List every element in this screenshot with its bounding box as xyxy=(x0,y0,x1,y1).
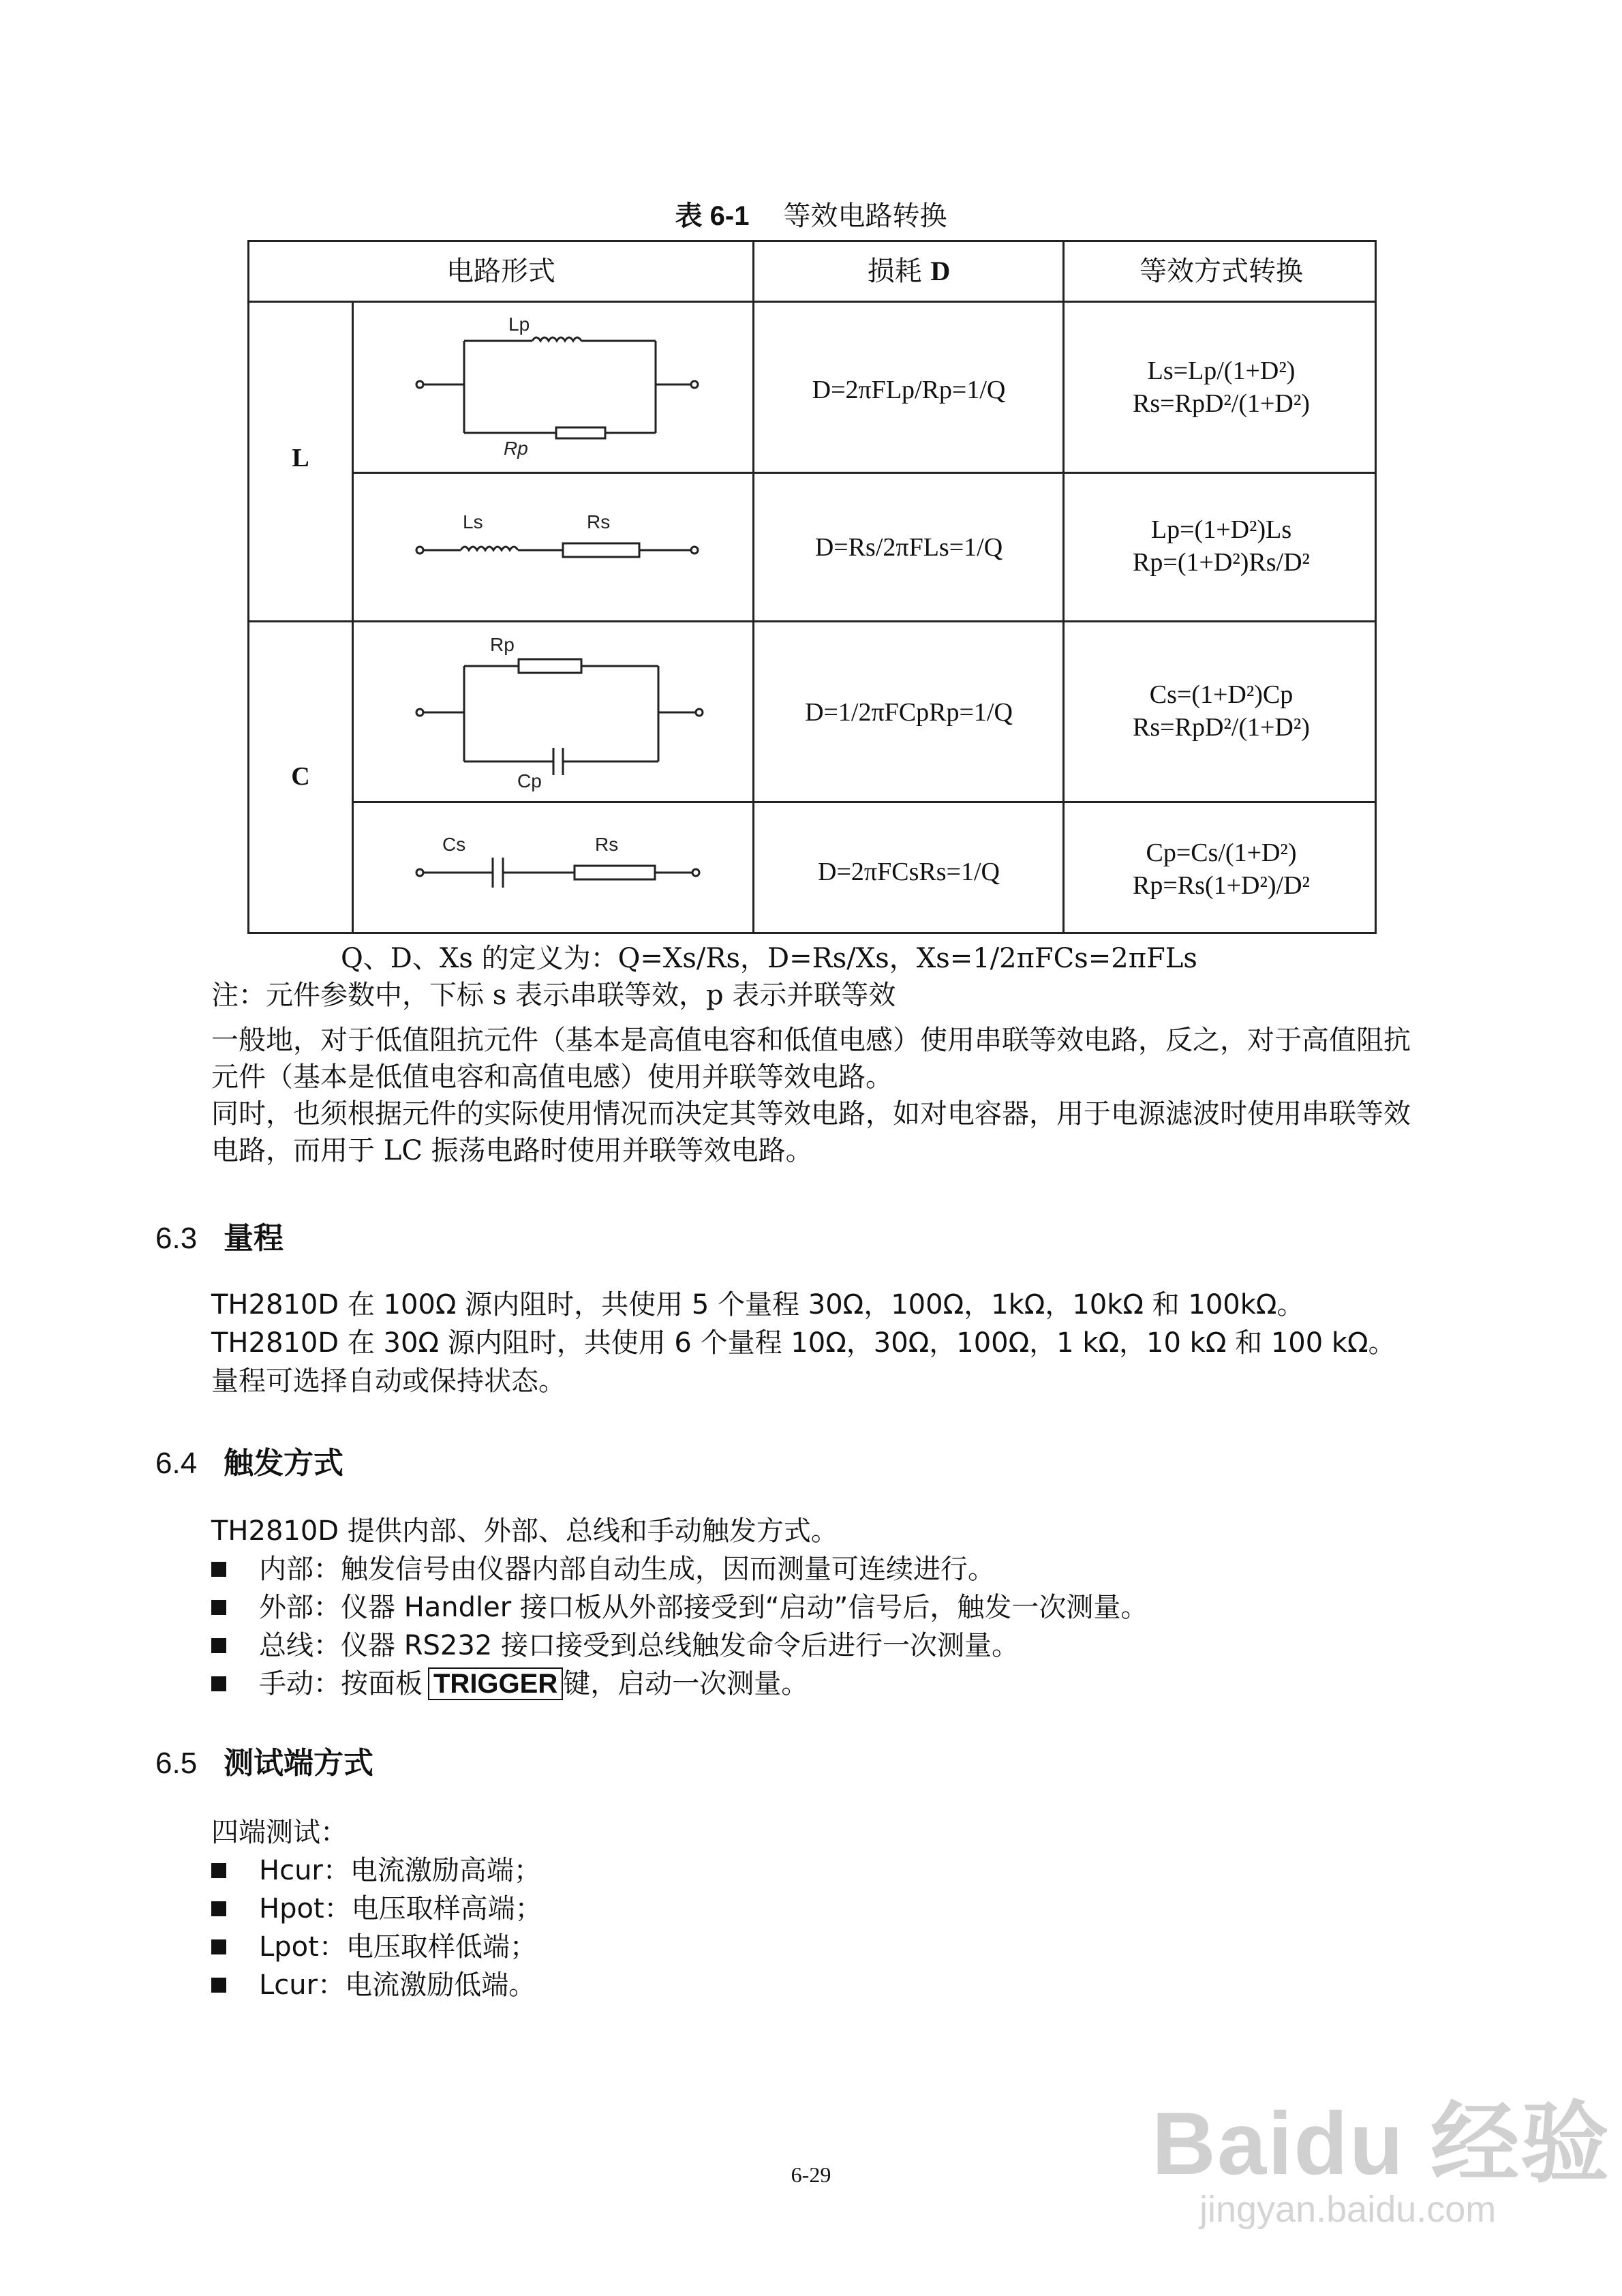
group-label-inductor: L xyxy=(292,444,309,472)
paragraph-line: 四端测试： xyxy=(211,1817,348,1848)
paragraph-line: TH2810D 在 100Ω 源内阻时，共使用 5 个量程 30Ω，100Ω，1kΩ，10kΩ 和 100kΩ。 xyxy=(211,1289,1304,1320)
bullet-square-icon xyxy=(211,1638,226,1653)
label-ls: Ls xyxy=(463,511,483,532)
conversion-formula xyxy=(1064,836,1379,902)
loss-formula: D=1/2πFCpRp=1/Q xyxy=(805,698,1013,727)
conversion-line: Lp=(1+D²)Ls xyxy=(1150,515,1292,544)
list-item-text: 内部：触发信号由仪器内部自动生成，因而测量可连续进行。 xyxy=(259,1554,995,1585)
list-item-text: Lcur：电流激励低端。 xyxy=(259,1969,536,2001)
conversion-line: Rp=(1+D²)Rs/D² xyxy=(1133,548,1310,577)
paragraph-line: 电路，而用于 LC 振荡电路时使用并联等效电路。 xyxy=(211,1135,813,1166)
section-heading xyxy=(155,1438,343,1482)
baidu-watermark-logo: Baidu 经验 xyxy=(1152,2094,1611,2193)
list-item xyxy=(211,1665,808,1703)
group-divider xyxy=(249,620,1375,622)
section-number: 6.4 xyxy=(155,1447,198,1480)
list-item-text: 键，启动一次测量。 xyxy=(563,1668,809,1700)
list-item-text: 总线：仪器 RS232 接口接受到总线触发命令后进行一次测量。 xyxy=(259,1630,1019,1661)
list-item-text: Lpot：电压取样低端； xyxy=(259,1931,537,1963)
conversion-line: Rs=RpD²/(1+D²) xyxy=(1133,389,1310,418)
section-title: 触发方式 xyxy=(224,1446,343,1481)
section-title: 量程 xyxy=(224,1221,284,1256)
list-item-text: Hcur：电流激励高端； xyxy=(259,1855,541,1886)
conversion-line: Rp=Rs(1+D²)/D² xyxy=(1133,871,1310,900)
bullet-square-icon xyxy=(211,1939,226,1954)
table-title: 等效电路转换 xyxy=(783,200,947,232)
loss-formula: D=2πFLp/Rp=1/Q xyxy=(812,376,1006,404)
circuit-parallel-rp-cp xyxy=(352,624,754,800)
loss-formula: D=Rs/2πFLs=1/Q xyxy=(814,533,1003,562)
paragraph-line: 量程可选择自动或保持状态。 xyxy=(211,1365,566,1397)
circuit-series-ls-rs xyxy=(352,474,754,619)
bullet-square-icon xyxy=(211,1676,226,1691)
paragraph-line: 元件（基本是低值电容和高值电感）使用并联等效电路。 xyxy=(211,1061,893,1093)
conversion-line: Ls=Lp/(1+D²) xyxy=(1147,357,1296,385)
bullet-square-icon xyxy=(211,1562,226,1577)
paragraph-line: TH2810D 在 30Ω 源内阻时，共使用 6 个量程 10Ω，30Ω，100Ω，1 kΩ，10 kΩ 和 100 kΩ。 xyxy=(211,1327,1396,1359)
header-loss-text: 损耗 xyxy=(867,256,922,287)
page-number: 6-29 xyxy=(791,2162,831,2187)
label-lp: Lp xyxy=(508,314,530,335)
bullet-square-icon xyxy=(211,1600,226,1615)
list-item xyxy=(211,1852,541,1890)
baidu-watermark-url: jingyan.baidu.com xyxy=(1199,2189,1497,2230)
label-rp: Rp xyxy=(504,438,528,459)
list-item xyxy=(211,1928,537,1966)
list-item-text: 外部：仪器 Handler 接口板从外部接受到“启动”信号后，触发一次测量。 xyxy=(259,1592,1148,1623)
conversion-formula xyxy=(1064,513,1379,579)
bullet-square-icon xyxy=(211,1863,226,1878)
header-circuit: 电路形式 xyxy=(446,256,555,287)
label-rp: Rp xyxy=(490,634,515,655)
label-cs: Cs xyxy=(442,834,466,855)
trigger-key-label: TRIGGER xyxy=(428,1667,563,1700)
list-item-text: Hpot：电压取样高端； xyxy=(259,1893,542,1924)
section-number: 6.3 xyxy=(155,1222,198,1255)
list-item xyxy=(211,1890,542,1928)
definitions-line: Q、D、Xs 的定义为：Q=Xs/Rs，D=Rs/Xs，Xs=1/2πFCs=2πFLs xyxy=(341,943,1197,974)
conversion-formula xyxy=(1064,678,1379,744)
label-rs: Rs xyxy=(587,511,611,532)
equivalent-circuit-table xyxy=(247,240,1377,934)
section-number: 6.5 xyxy=(155,1747,198,1780)
header-loss xyxy=(754,242,1064,301)
header-loss-symbol: D xyxy=(930,256,951,286)
header-divider xyxy=(249,301,1375,303)
list-item xyxy=(211,1627,1019,1665)
bullet-square-icon xyxy=(211,1901,226,1916)
col-divider xyxy=(1062,242,1065,932)
list-item-text: 手动：按面板 xyxy=(259,1668,423,1700)
header-conversion: 等效方式转换 xyxy=(1139,256,1303,287)
circuit-parallel-lp-rp xyxy=(352,303,754,470)
section-title: 测试端方式 xyxy=(224,1746,373,1781)
list-item xyxy=(211,1550,995,1588)
note-line: 注：元件参数中，下标 s 表示串联等效，p 表示并联等效 xyxy=(211,980,896,1011)
section-heading xyxy=(155,1738,373,1782)
bullet-square-icon xyxy=(211,1978,226,1993)
list-item xyxy=(211,1588,1148,1627)
group-label-capacitor: C xyxy=(291,762,310,791)
conversion-line: Cs=(1+D²)Cp xyxy=(1149,680,1294,709)
label-rs: Rs xyxy=(595,834,619,855)
circuit-series-cs-rs xyxy=(352,803,754,932)
list-item xyxy=(211,1966,536,2004)
section-heading xyxy=(155,1213,284,1257)
table-caption xyxy=(0,194,1622,233)
conversion-formula xyxy=(1064,354,1379,420)
label-cp: Cp xyxy=(517,770,542,791)
paragraph-line: 一般地，对于低值阻抗元件（基本是高值电容和低值电感）使用串联等效电路，反之，对于高值阻抗 xyxy=(211,1025,1411,1056)
conversion-line: Cp=Cs/(1+D²) xyxy=(1146,839,1297,867)
loss-formula: D=2πFCsRs=1/Q xyxy=(818,858,1000,886)
paragraph-line: 同时，也须根据元件的实际使用情况而决定其等效电路，如对电容器，用于电源滤波时使用串联等效 xyxy=(211,1098,1411,1130)
table-number: 表 6-1 xyxy=(675,201,750,231)
paragraph-line: TH2810D 提供内部、外部、总线和手动触发方式。 xyxy=(211,1515,838,1547)
conversion-line: Rs=RpD²/(1+D²) xyxy=(1133,713,1310,742)
